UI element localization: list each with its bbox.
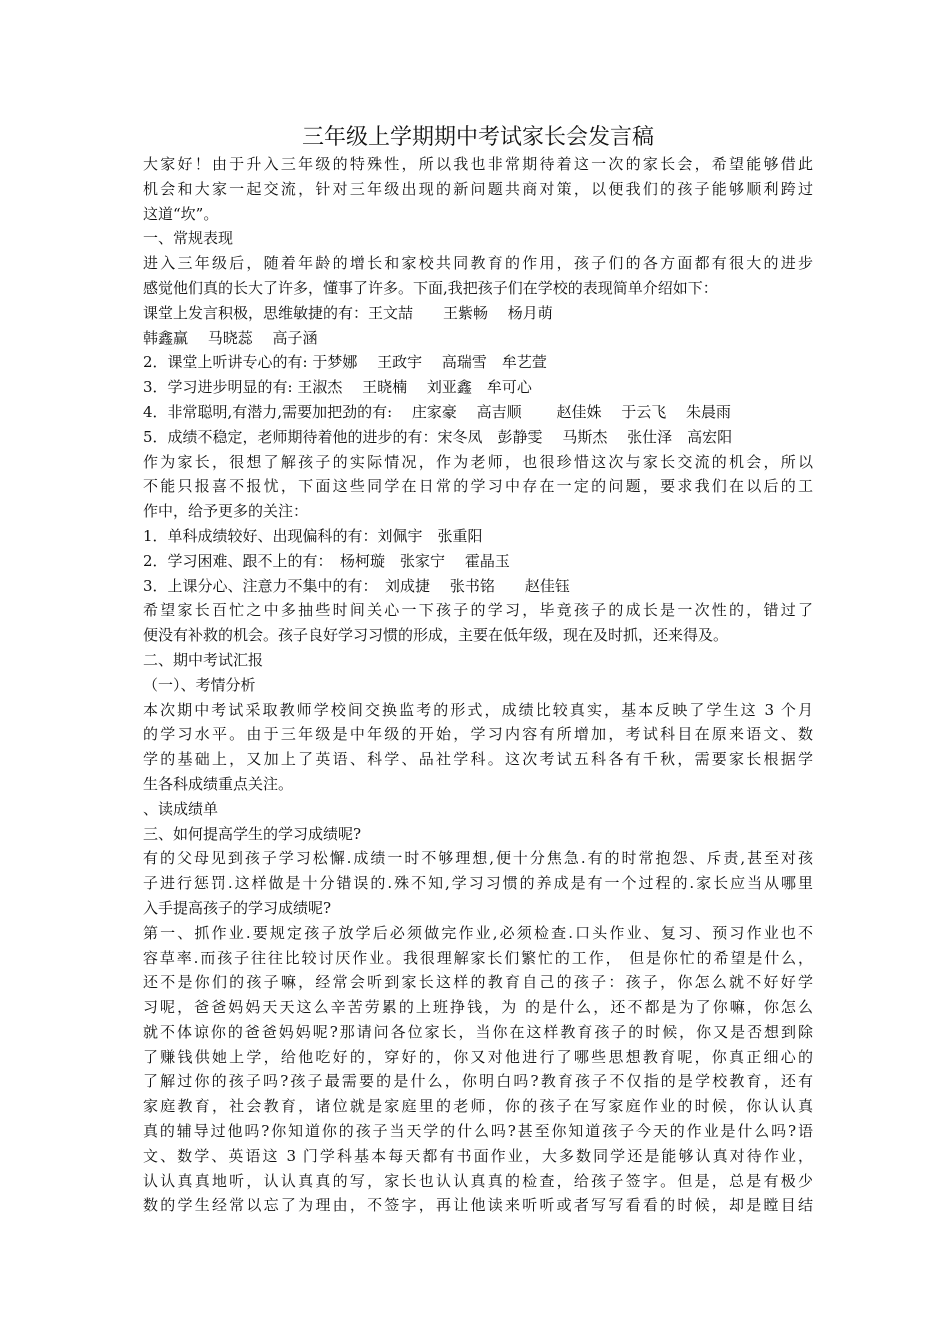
text-line: 感觉他们真的长大了许多，懂事了许多。下面,我把孩子们在学校的表现简单介绍如下： bbox=[143, 278, 718, 297]
text-line: 课堂上发言积极，思维敏捷的有：王文喆 王紫畅 杨月萌 bbox=[143, 303, 553, 322]
text-line: 子进行惩罚.这样做是十分错误的.殊不知,学习习惯的养成是有一个过程的.家长应当从哪里 bbox=[143, 874, 813, 893]
text-line: 希望家长百忙之中多抽些时间关心一下孩子的学习，毕竟孩子的成长是一次性的，错过了 bbox=[143, 601, 813, 620]
text-line: 机会和大家一起交流，针对三年级出现的新问题共商对策，以便我们的孩子能够顺利跨过 bbox=[143, 179, 813, 198]
text-line: 三、如何提高学生的学习成绩呢? bbox=[143, 824, 362, 843]
text-line: 入手提高孩子的学习成绩呢? bbox=[143, 898, 332, 917]
text-line: （一）、考情分析 bbox=[143, 675, 256, 694]
text-line: 生各科成绩重点关注。 bbox=[143, 774, 294, 793]
text-line: 了赚钱供她上学，给他吃好的，穿好的，你又对他进行了哪些思想教育呢，你真正细心的 bbox=[143, 1047, 813, 1066]
text-line: 2．学习困难、跟不上的有： 杨柯璇 张家宁 霍晶玉 bbox=[143, 551, 510, 570]
text-line: 4．非常聪明,有潜力,需要加把劲的有: 庄家豪 高吉顺 赵佳姝 于云飞 朱晨雨 bbox=[143, 402, 731, 421]
text-line: 进入三年级后，随着年龄的增长和家校共同教育的作用，孩子们的各方面都有很大的进步 bbox=[143, 254, 813, 273]
text-line: 认认真真地听，认认真真的写，家长也认认真真的检查，给孩子签字。但是，总是有极少 bbox=[143, 1171, 813, 1190]
text-line: 作中，给予更多的关注： bbox=[143, 502, 309, 521]
text-line: 了解过你的孩子吗?孩子最需要的是什么，你明白吗?教育孩子不仅指的是学校教育，还有 bbox=[143, 1072, 813, 1091]
text-line: 本次期中考试采取教师学校间交换监考的形式，成绩比较真实，基本反映了学生这 3 个月 bbox=[143, 700, 813, 719]
text-line: 有的父母见到孩子学习松懈.成绩一时不够理想,便十分焦急.有的时常抱怨、斥责,甚至对孩 bbox=[143, 849, 813, 868]
text-line: 便没有补救的机会。孩子良好学习习惯的形成，主要在低年级，现在及时抓，还来得及。 bbox=[143, 626, 729, 645]
text-line: 还不是你们的孩子嘛，经常会听到家长这样的教育自己的孩子：孩子，你怎么就不好好学 bbox=[143, 973, 813, 992]
document-page bbox=[143, 124, 813, 1218]
text-line: 家庭教育，社会教育，诸位就是家庭里的老师，你的孩子在写家庭作业的时候，你认认真 bbox=[143, 1097, 813, 1116]
text-line: 就不体谅你的爸爸妈妈呢?那请问各位家长，当你在这样教育孩子的时候，你又是否想到除 bbox=[143, 1022, 813, 1041]
text-line: 1．单科成绩较好、出现偏科的有：刘佩宇 张重阳 bbox=[143, 526, 483, 545]
text-line: 数的学生经常以忘了为理由，不签字，再让他读来听听或者写写看看的时候，却是瞠目结 bbox=[143, 1196, 813, 1215]
document-body bbox=[143, 152, 813, 1218]
text-line: 容草率.而孩子往往比较讨厌作业。我很理解家长们繁忙的工作， 但是你忙的希望是什么， bbox=[143, 948, 813, 967]
text-line: 的学习水平。由于三年级是中年级的开始，学习内容有所增加，考试科目在原来语文、数 bbox=[143, 725, 813, 744]
text-line: 、读成绩单 bbox=[143, 799, 219, 818]
text-line: 5．成绩不稳定，老师期待着他的进步的有：宋冬凤 彭静雯 马斯杰 张仕泽 高宏阳 bbox=[143, 427, 733, 446]
text-line: 2．课堂上听讲专心的有: 于梦娜 王政宇 高瑞雪 牟艺萱 bbox=[143, 353, 547, 372]
text-line: 大家好！由于升入三年级的特殊性，所以我也非常期待着这一次的家长会，希望能够借此 bbox=[143, 155, 813, 173]
text-line: 习呢，爸爸妈妈天天这么辛苦劳累的上班挣钱，为 的是什么，还不都是为了你嘛，你怎么 bbox=[143, 998, 813, 1017]
text-line: 3．学习进步明显的有: 王淑杰 王晓楠 刘亚鑫 牟可心 bbox=[143, 378, 532, 397]
text-line: 这道“坎”。 bbox=[143, 204, 219, 223]
text-line: 二、期中考试汇报 bbox=[143, 650, 264, 669]
text-line: 3．上课分心、注意力不集中的有： 刘成捷 张书铭 赵佳钰 bbox=[143, 576, 570, 595]
text-line: 第一、抓作业.要规定孩子放学后必须做完作业,必须检查.口头作业、复习、预习作业也不 bbox=[143, 923, 813, 942]
text-line: 学的基础上，又加上了英语、科学、品社学科。这次考试五科各有千秋，需要家长根据学 bbox=[143, 750, 813, 769]
text-line: 真的辅导过他吗?你知道你的孩子当天学的什么吗?甚至你知道孩子今天的作业是什么吗?语 bbox=[143, 1122, 813, 1141]
text-line: 不能只报喜不报忧，下面这些同学在日常的学习中存在一定的问题，要求我们在以后的工 bbox=[143, 477, 813, 496]
text-line: 作为家长，很想了解孩子的实际情况，作为老师，也很珍惜这次与家长交流的机会，所以 bbox=[143, 452, 813, 471]
document-title: 三年级上学期期中考试家长会发言稿 bbox=[301, 125, 654, 150]
text-line: 韩鑫赢 马晓蕊 高子涵 bbox=[143, 328, 318, 347]
text-line: 一、常规表现 bbox=[143, 229, 234, 248]
text-line: 文、数学、英语这 3 门学科基本每天都有书面作业，大多数同学还是能够认真对待作业， bbox=[143, 1146, 813, 1165]
